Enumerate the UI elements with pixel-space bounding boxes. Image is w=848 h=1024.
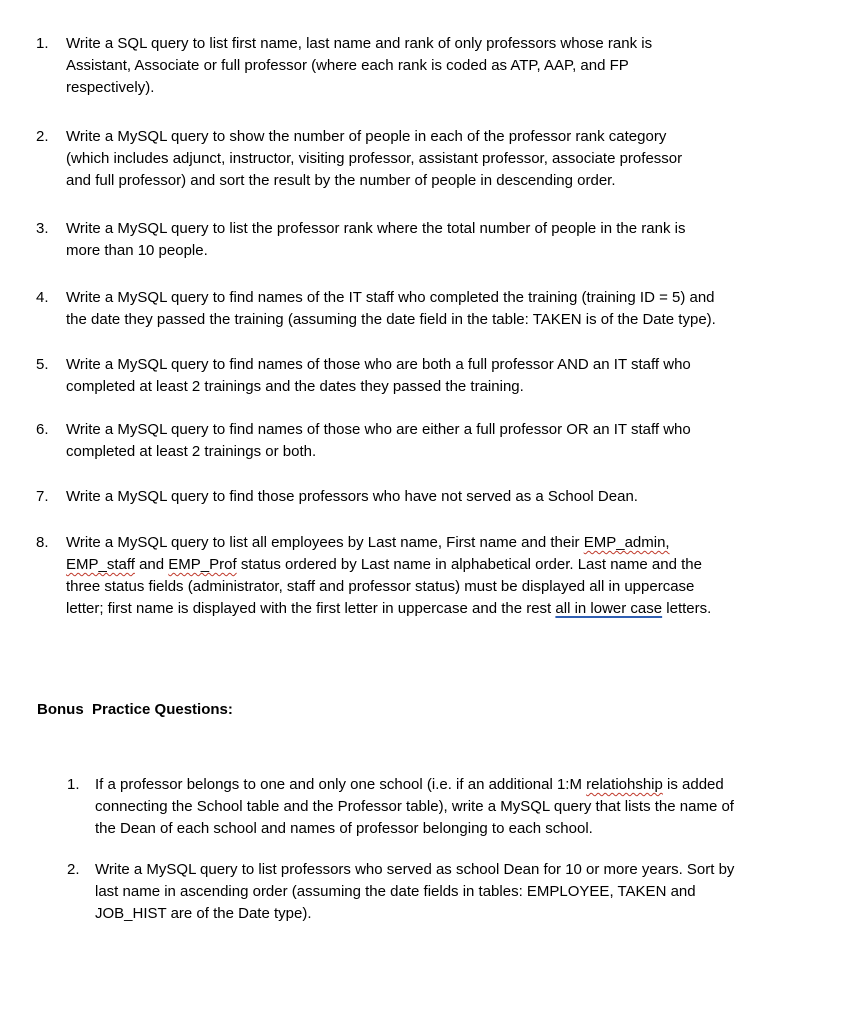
question-text-line: more than 10 people. bbox=[66, 242, 208, 259]
question-4 bbox=[36, 287, 796, 331]
text-segment: status ordered by Last name in alphabetical order. Last name and the bbox=[236, 556, 702, 573]
spellcheck-flagged-term: EMP_staff bbox=[66, 556, 135, 573]
bonus-question-1 bbox=[67, 774, 815, 840]
text-segment: letters. bbox=[662, 600, 712, 617]
question-number: 2. bbox=[67, 861, 80, 878]
question-number: 3. bbox=[36, 220, 49, 237]
question-text-line: Write a SQL query to list first name, last name and rank of only professors whose rank is bbox=[66, 35, 653, 52]
question-text-line: Write a MySQL query to list professors who served as school Dean for 10 or more years. Sort by bbox=[95, 861, 735, 878]
question-5 bbox=[36, 354, 796, 398]
question-text-line: JOB_HIST are of the Date type). bbox=[95, 905, 312, 922]
question-text-line: Write a MySQL query to find those professors who have not served as a School Dean. bbox=[66, 488, 638, 505]
spellcheck-flagged-term: EMP_admin, bbox=[583, 534, 670, 551]
question-number: 5. bbox=[36, 356, 49, 373]
question-text-line bbox=[66, 554, 796, 576]
question-3 bbox=[36, 218, 796, 262]
question-number: 7. bbox=[36, 488, 49, 505]
question-text-line bbox=[66, 598, 796, 620]
text-segment: and bbox=[134, 556, 169, 573]
question-number: 8. bbox=[36, 534, 49, 551]
question-text-line: connecting the School table and the Professor table), write a MySQL query that lists the name of bbox=[95, 798, 734, 815]
question-text-line: the date they passed the training (assuming the date field in the table: TAKEN is of the Date type). bbox=[66, 311, 716, 328]
spellcheck-flagged-term: relatiohship bbox=[586, 776, 663, 793]
text-segment: If a professor belongs to one and only one school (i.e. if an additional 1:M bbox=[95, 776, 587, 793]
text-segment: letter; first name is displayed with the first letter in uppercase and the rest bbox=[66, 600, 556, 617]
bonus-section-title: Bonus Practice Questions: bbox=[37, 701, 233, 718]
text-segment: Write a MySQL query to list all employees by Last name, First name and their bbox=[66, 534, 584, 551]
question-number: 1. bbox=[36, 35, 49, 52]
question-number: 1. bbox=[67, 776, 80, 793]
question-text-line: Write a MySQL query to find names of those who are either a full professor OR an IT staff who bbox=[66, 421, 691, 438]
question-number: 2. bbox=[36, 128, 49, 145]
question-text-line: Write a MySQL query to list the professor rank where the total number of people in the rank is bbox=[66, 220, 686, 237]
question-text-line: completed at least 2 trainings or both. bbox=[66, 443, 317, 460]
question-text-line bbox=[95, 774, 815, 796]
question-text-line: Write a MySQL query to find names of those who are both a full professor AND an IT staff who bbox=[66, 356, 691, 373]
question-text-line: last name in ascending order (assuming the date fields in tables: EMPLOYEE, TAKEN and bbox=[95, 883, 696, 900]
question-7 bbox=[36, 486, 796, 508]
question-number: 4. bbox=[36, 289, 49, 306]
question-1 bbox=[36, 33, 796, 99]
question-number: 6. bbox=[36, 421, 49, 438]
question-text-line: Write a MySQL query to show the number of people in each of the professor rank category bbox=[66, 128, 667, 145]
text-segment: is added bbox=[662, 776, 724, 793]
question-text-line: the Dean of each school and names of professor belonging to each school. bbox=[95, 820, 593, 837]
question-text-line: completed at least 2 trainings and the dates they passed the training. bbox=[66, 378, 524, 395]
question-2 bbox=[36, 126, 796, 192]
question-6 bbox=[36, 419, 796, 463]
question-text-line: three status fields (administrator, staff and professor status) must be displayed all in uppercase bbox=[66, 578, 695, 595]
question-text-line: and full professor) and sort the result by the number of people in descending order. bbox=[66, 172, 616, 189]
question-text-line: Assistant, Associate or full professor (where each rank is coded as ATP, AAP, and FP bbox=[66, 57, 629, 74]
spellcheck-flagged-term: EMP_Prof bbox=[168, 556, 237, 573]
question-text-line: (which includes adjunct, instructor, visiting professor, assistant professor, associate professor bbox=[66, 150, 683, 167]
question-8 bbox=[36, 532, 796, 620]
grammar-flagged-phrase: all in lower case bbox=[555, 600, 663, 617]
question-text-line: Write a MySQL query to find names of the IT staff who completed the training (training ID = 5) and bbox=[66, 289, 715, 306]
question-text-line bbox=[66, 532, 796, 554]
question-text-line: respectively). bbox=[66, 79, 155, 96]
bonus-question-2 bbox=[67, 859, 815, 925]
